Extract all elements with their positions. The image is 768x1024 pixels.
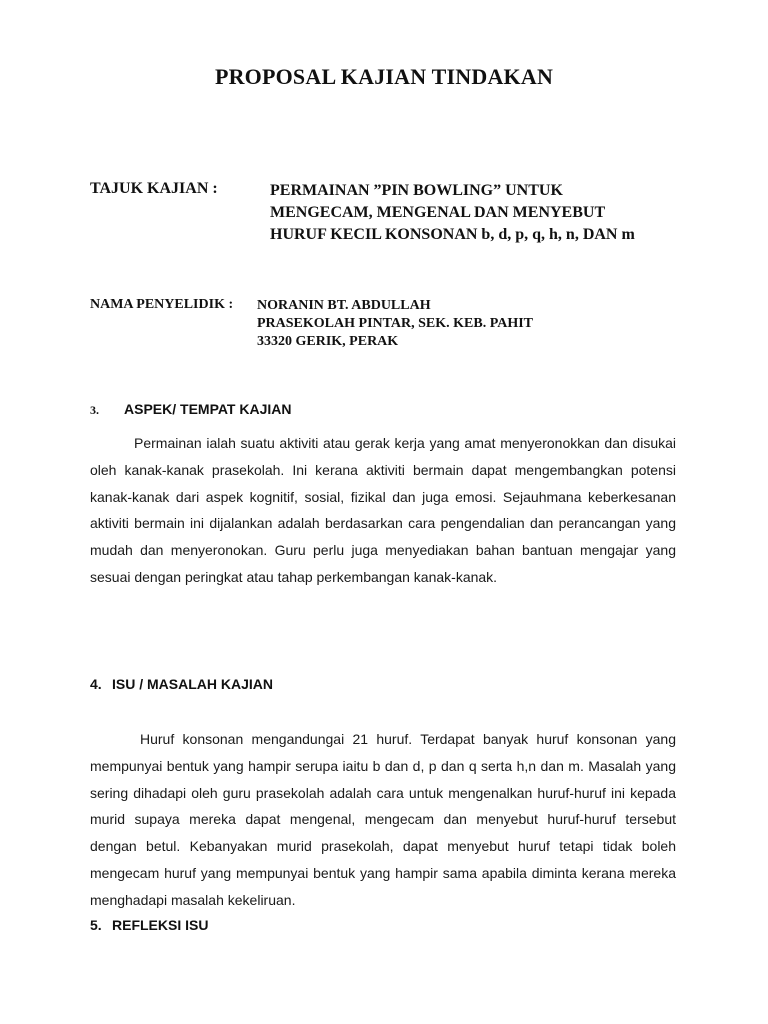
penyelidik-label: NAMA PENYELIDIK : bbox=[90, 297, 234, 312]
section-number: 3. bbox=[90, 403, 99, 417]
section-paragraph: Permainan ialah suatu aktiviti atau gerak kerja yang amat menyeronokkan dan disukai oleh kanak-kanak prasekolah. Ini kerana aktiviti bermain dapat mengembangkan potensi kanak-kanak dari aspek kognitif, sosial, fizikal dan juga emosi. Sejauhmana keberkesanan aktiviti bermain ini dijalankan adalah berdasarkan cara pengendalian dan perancangan yang mudah dan menyeronokan. Guru perlu juga menyediakan bahan bantuan mengajar yang sesuai dengan peringkat atau tahap perkembangan kanak-kanak. bbox=[90, 435, 676, 585]
penyelidik-line: NORANIN BT. ABDULLAH bbox=[257, 298, 431, 313]
section-title: ASPEK/ TEMPAT KAJIAN bbox=[124, 401, 292, 417]
penyelidik-line: PRASEKOLAH PINTAR, SEK. KEB. PAHIT bbox=[257, 316, 534, 331]
section-paragraph: Huruf konsonan mengandungai 21 huruf. Terdapat banyak huruf konsonan yang mempunyai bentuk yang hampir serupa iaitu b dan d, p dan q serta h,n dan m. Masalah yang sering dihadapi oleh guru prasekolah adalah cara untuk mengenalkan huruf-huruf ini kepada murid supaya mereka dapat mengenal, mengecam dan menyebut huruf-huruf tersebut dengan betul. Kebanyakan murid prasekolah, dapat menyebut huruf tetapi tidak boleh mengecam huruf yang mempunyai bentuk yang hampir sama apabila diminta kerana mereka menghadapi masalah kekeliruan. bbox=[90, 731, 676, 908]
section-heading bbox=[90, 401, 292, 418]
section-title: ISU / MASALAH KAJIAN bbox=[112, 676, 274, 692]
section-number: 4. bbox=[90, 676, 102, 692]
section-number: 5. bbox=[90, 917, 102, 933]
section-title: REFLEKSI ISU bbox=[112, 917, 209, 933]
section-heading bbox=[90, 676, 273, 692]
tajuk-line: HURUF KECIL KONSONAN b, d, p, q, h, n, DAN m bbox=[270, 226, 635, 243]
tajuk-value bbox=[270, 180, 635, 246]
tajuk-label: TAJUK KAJIAN : bbox=[90, 180, 218, 197]
penyelidik-value bbox=[257, 297, 533, 351]
tajuk-line: MENGECAM, MENGENAL DAN MENYEBUT bbox=[270, 204, 606, 221]
penyelidik-line: 33320 GERIK, PERAK bbox=[257, 334, 399, 349]
section-heading bbox=[90, 917, 208, 933]
tajuk-line: PERMAINAN ”PIN BOWLING” UNTUK bbox=[270, 182, 563, 199]
document-title: PROPOSAL KAJIAN TINDAKAN bbox=[214, 64, 554, 89]
